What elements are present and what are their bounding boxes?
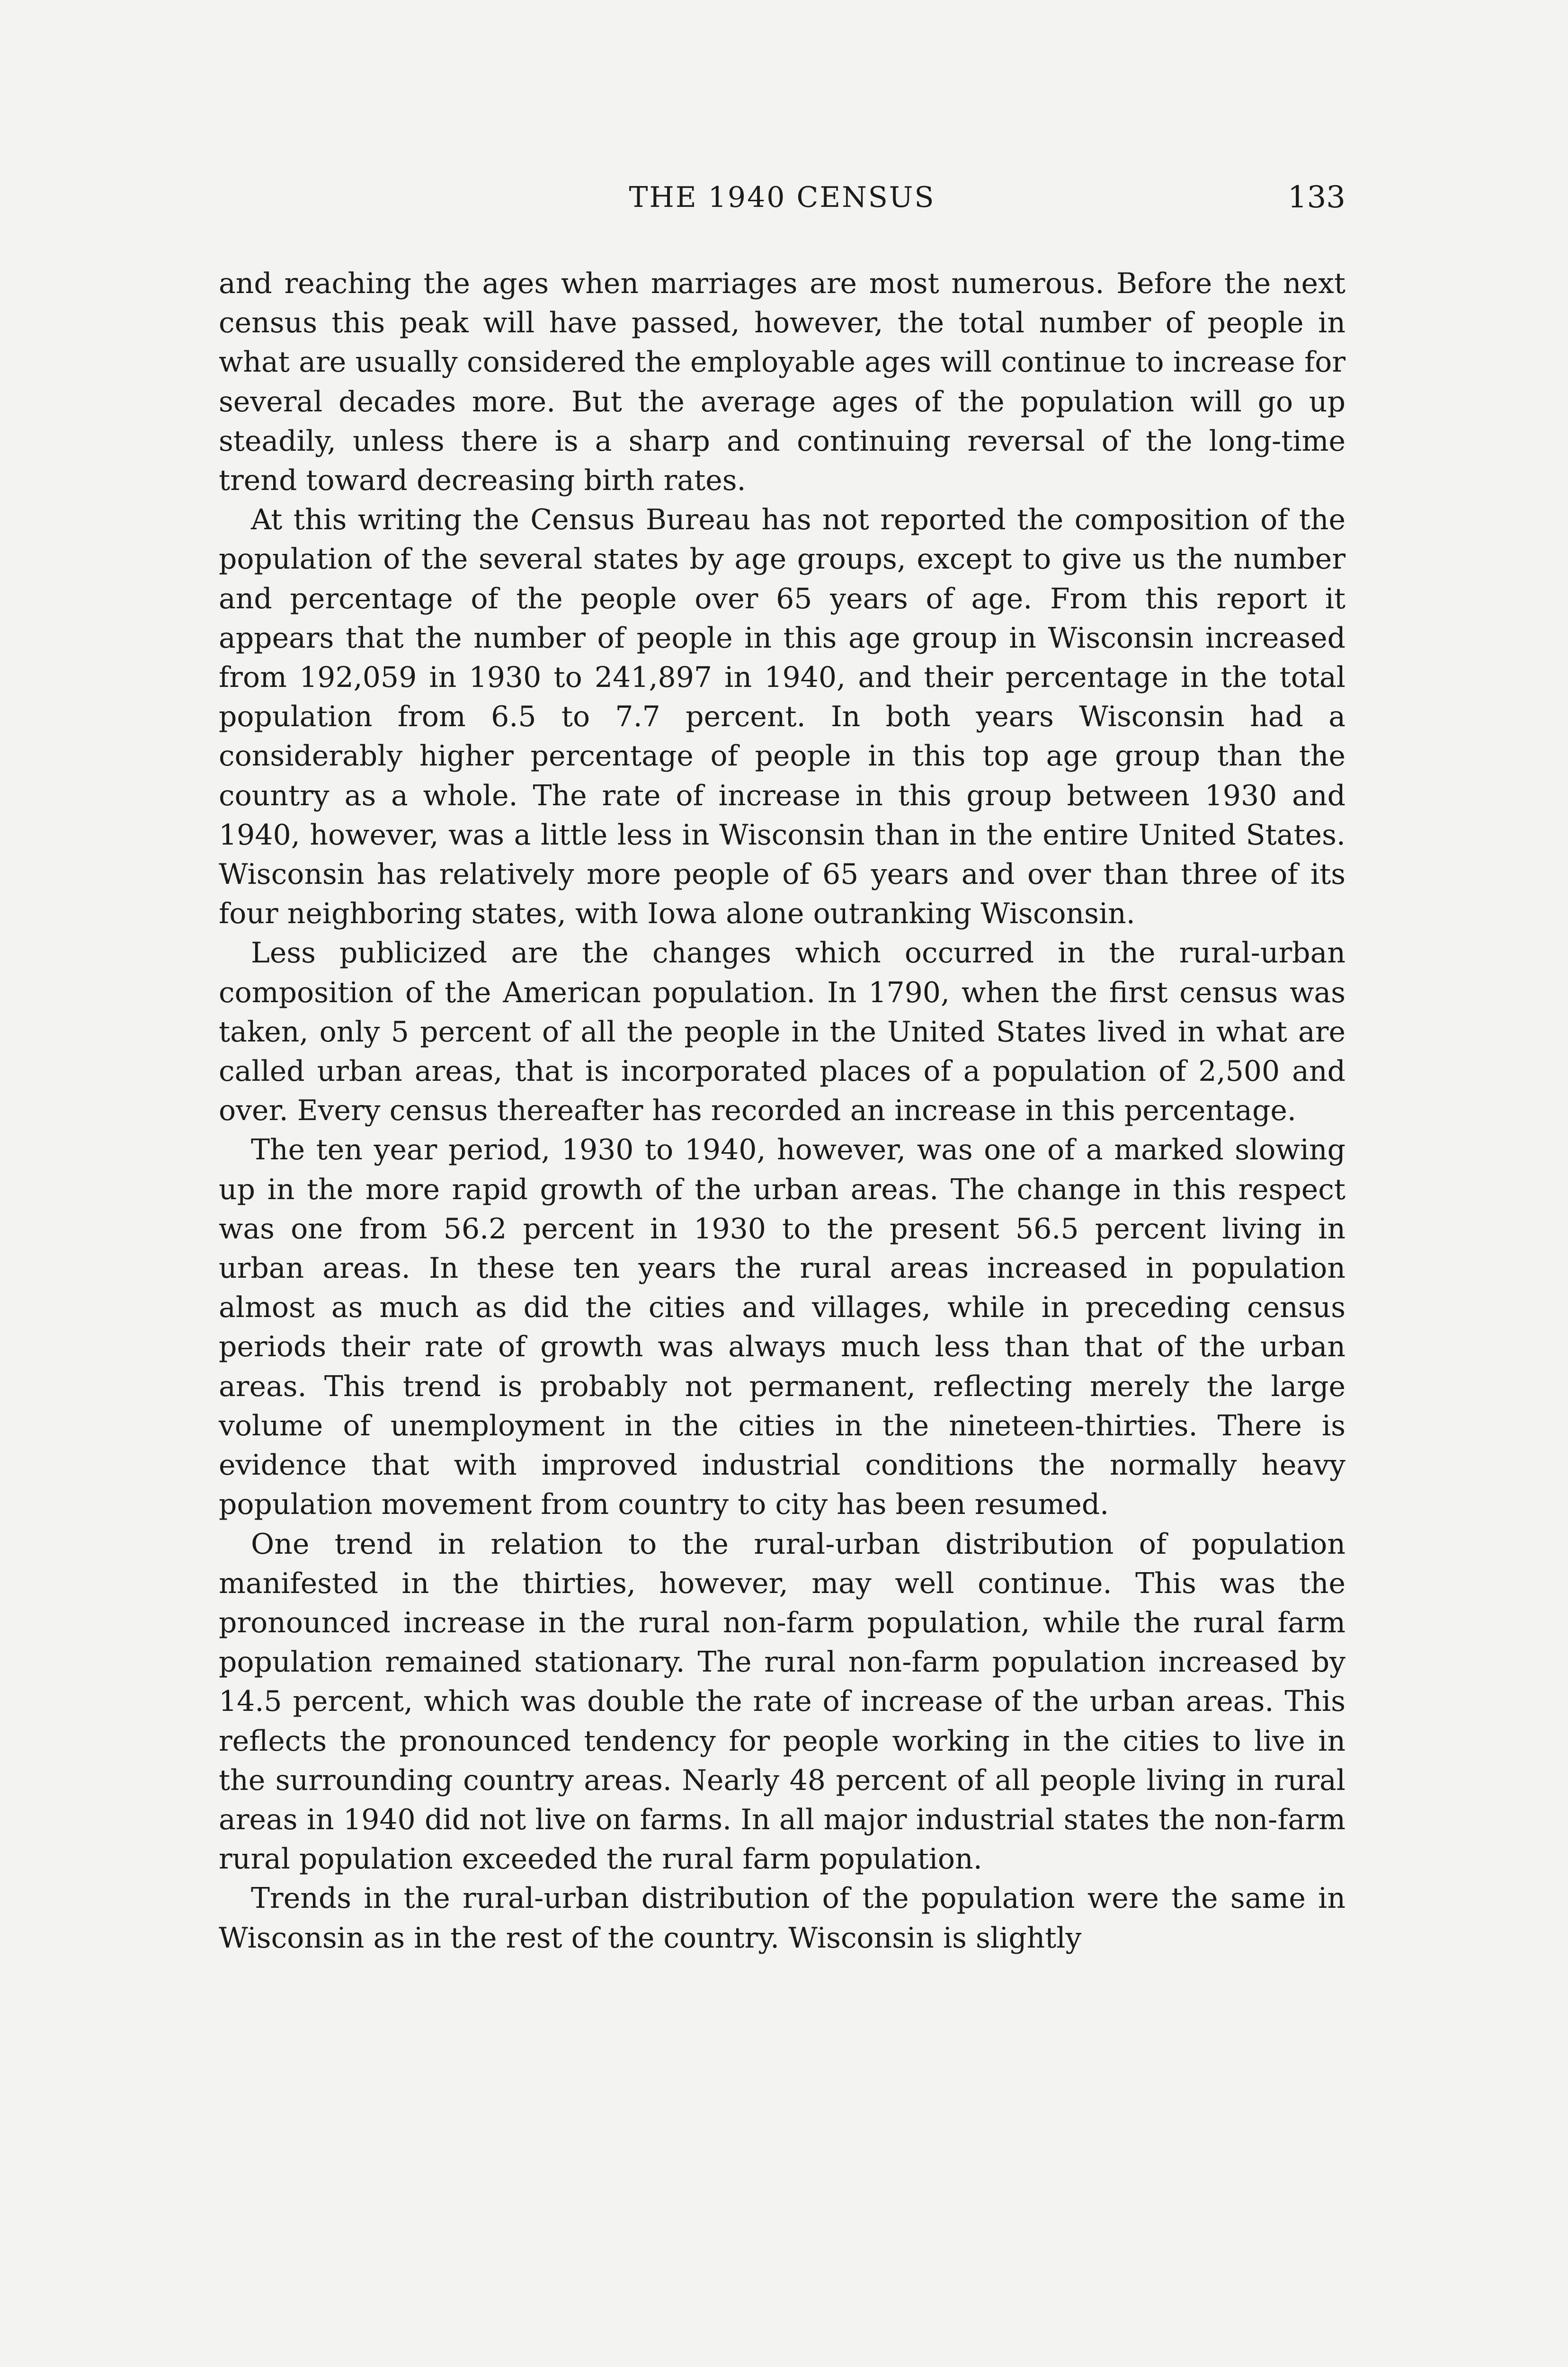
paragraph: Less publicized are the changes which occurred in the rural-urban composition of the American population. In 1790, when the first census was taken, only 5 percent of all the people in the United States lived in what are called urban areas, that is incorporated places of a population of 2,500 and over. Every census thereafter has recorded an increase in this percentage. xyxy=(219,936,1345,1128)
paragraph: At this writing the Census Bureau has not reported the composition of the population of the several states by age groups, except to give us the number and percentage of the people over 65 years of age. From this report it appears that the number of people in this age group in Wisconsin increased from 192,059 in 1930 to 241,897 in 1940, and their percentage in the total population from 6.5 to 7.7 percent. In both years Wisconsin had a considerably higher percentage of people in this top age group than the country as a whole. The rate of increase in this group between 1930 and 1940, however, was a little less in Wisconsin than in the entire United States. Wisconsin has relatively more people of 65 years and over than three of its four neighboring states, with Iowa alone outranking Wisconsin. xyxy=(219,503,1345,931)
running-head xyxy=(219,176,1345,219)
paragraph: The ten year period, 1930 to 1940, however, was one of a marked slowing up in the more rapid growth of the urban areas. The change in this respect was one from 56.2 percent in 1930 to the present 56.5 percent living in urban areas. In these ten years the rural areas increased in population almost as much as did the cities and villages, while in preceding census periods their rate of growth was always much less than that of the urban areas. This trend is probably not permanent, reflecting merely the large volume of unemployment in the cities in the nineteen-thirties. There is evidence that with improved industrial conditions the normally heavy population movement from country to city has been resumed. xyxy=(219,1133,1345,1522)
paragraph: and reaching the ages when marriages are most numerous. Before the next census this peak will have passed, however, the total number of people in what are usually considered the employable ages will continue to increase for several decades more. But the average ages of the population will go up steadily, unless there is a sharp and continuing reversal of the long-time trend toward decreasing birth rates. xyxy=(219,267,1345,498)
body-text xyxy=(219,264,1345,1958)
running-title: THE 1940 CENSUS xyxy=(629,181,935,214)
paragraph: One trend in relation to the rural-urban distribution of population manifested in the thirties, however, may well continue. This was the pronounced increase in the rural non-farm population, while the rural farm population remained stationary. The rural non-farm population increased by 14.5 percent, which was double the rate of increase of the urban areas. This reflects the pronounced tendency for people working in the cities to live in the surrounding country areas. Nearly 48 percent of all people living in rural areas in 1940 did not live on farms. In all major industrial states the non-farm rural population exceeded the rural farm population. xyxy=(219,1527,1345,1876)
paragraph: Trends in the rural-urban distribution of the population were the same in Wisconsin as in the rest of the country. Wisconsin is slightly xyxy=(219,1882,1345,1955)
page-number: 133 xyxy=(1287,180,1345,215)
